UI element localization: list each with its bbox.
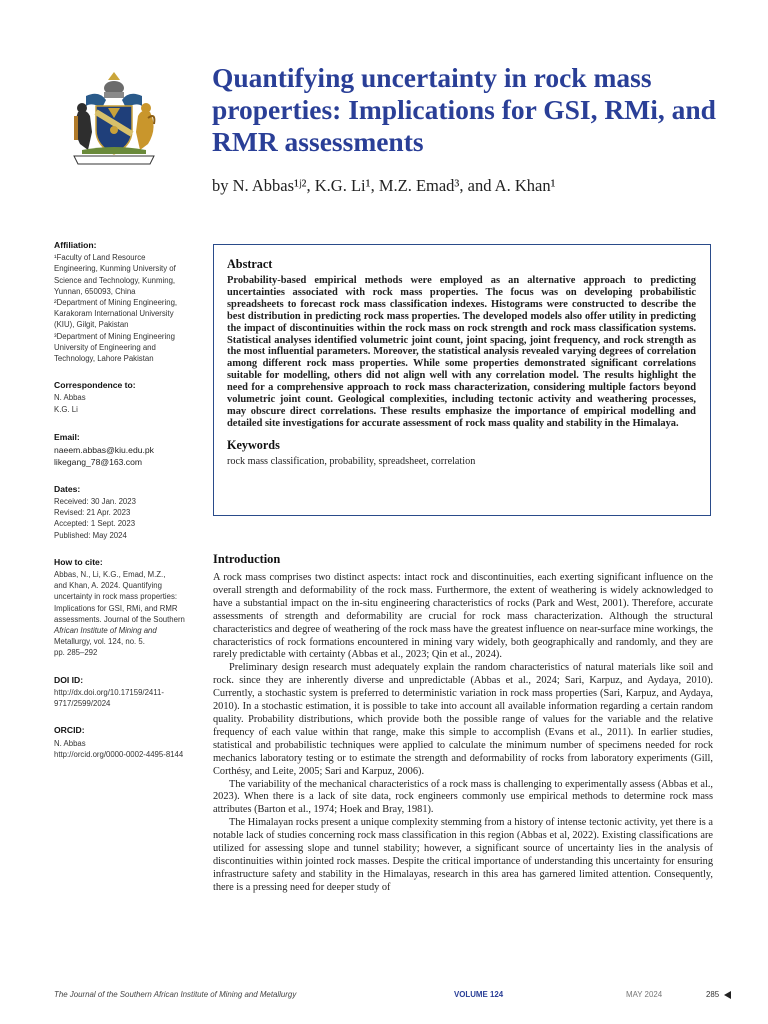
introduction-section [213, 552, 713, 895]
keywords-heading: Keywords [227, 437, 280, 452]
date-line: Received: 30 Jan. 2023 [54, 497, 136, 507]
affiliation-heading: Affiliation: [54, 240, 97, 250]
affiliation-line: ¹Faculty of Land Resource [54, 253, 146, 263]
citation-line: Abbas, N., Li, K.G., Emad, M.Z., [54, 570, 166, 580]
footer-date: MAY 2024 [626, 990, 663, 999]
date-line: Published: May 2024 [54, 530, 127, 540]
abstract-text: Probability-based empirical methods were employed as an alternative approach to predicting uncertainties associated with rock mass properties. The focus was on developing probabilistic spreadsheets to forecast rock mass classification indexes. Histograms were constructed to describe the best distribution in predicting rock mass properties. The developed models also offer utility in predicting the impact of discontinuities within the rock mass on rock strength and rock mass classification systems. Statistical analyses identified volumetric joint count, joint spacing, joint frequency, and rock strength as the most influential parameters. Moreover, the statistical analysis revealed varying degrees of correlation among different rock mass properties. While some properties demonstrated significant correlations suitable for modelling, others did not align well with any correlation model. The results highlight the need for a comprehensive approach to rock mass characterization, considering multiple factors beyond volumetric joint count. Geological complexities, including tectonic activity and weathering processes, may obscure direct correlations. These results emphasize the importance of empirical modelling and detailed site investigations for accurate assessment of rock mass quality and stability in the Himalaya. [227, 275, 696, 429]
affiliation-line: Science and Technology, Kunming, [54, 275, 176, 285]
article-title: Quantifying uncertainty in rock mass properties: Implications for GSI, RMi, and RMR assessments [212, 62, 716, 157]
page-footer [54, 990, 738, 1002]
correspondence-name: K.G. Li [54, 404, 78, 414]
citation-line: and Khan, A. 2024. Quantifying [54, 581, 162, 591]
affiliation-block [54, 240, 194, 364]
article-sidebar [54, 240, 194, 776]
abstract-box [213, 244, 711, 516]
citation-heading: How to cite: [54, 556, 103, 567]
affiliation-line: ²Department of Mining Engineering, [54, 298, 178, 308]
correspondence-name: N. Abbas [54, 393, 86, 403]
orcid-block [54, 725, 194, 760]
date-line: Revised: 21 Apr. 2023 [54, 508, 131, 518]
affiliation-line: Karakoram International University [54, 309, 174, 319]
abstract-heading: Abstract [227, 257, 273, 271]
affiliation-line: Technology, Lahore Pakistan [54, 354, 154, 364]
doi-heading: DOI ID: [54, 674, 84, 685]
citation-line: assessments. Journal of the Southern [54, 614, 185, 624]
dates-block [54, 484, 194, 541]
email-link[interactable]: likegang_78@163.com [54, 456, 143, 467]
footer-volume: VOLUME 124 [454, 990, 504, 999]
orcid-heading: ORCID: [54, 725, 85, 736]
page-number: 285 [706, 990, 720, 999]
body-paragraph: The variability of the mechanical characteristics of a rock mass is challenging to experimentally assess (Abbas et al., 2023). When there is a lack of site data, rock engineers commonly use empirical methods to determine rock mass attributes (Barton et al., 1974; Hoek and Bray, 1981). [213, 778, 713, 816]
email-block [54, 431, 194, 468]
body-paragraph: Preliminary design research must adequately explain the random characteristics of natural materials like soil and rock. since they are inherently diverse and unpredictable (Abbas et al., 2024; Sari, Karpuz, and Aydaya, 2010). Currently, a stochastic system is preferred to deterministic variation in rock mass properties (Sari, Karpuz, and Aydaya, 2010). In a stochastic estimation, it is possible to take into account all available information regarding a certain random quality. Probability distributions, which provide both the possible range of values for the variable and the relative frequency of each value within that range, make this simple to accomplish (Evans et al., 2011). In earlier studies, statistical and probabilistic techniques were applied to calculate the minimum number of specimens needed for rock mechanics laboratory testing or to estimate the strength and deformability of rocks from laboratory experiments (Gill, Corthésy, and Leite, 2005; Sari and Karpuz, 2006). [213, 662, 713, 777]
keywords-text: rock mass classification, probability, spreadsheet, correlation [227, 455, 476, 467]
date-line: Accepted: 1 Sept. 2023 [54, 519, 136, 529]
body-paragraph: The Himalayan rocks present a unique complexity stemming from a history of intense tectonic activity, yet there is a notable lack of studies concerning rock mass classification in this region (Abbas et al, 2022). Existing classifications are utilized for assessing slope and tunnel stability; however, a significant source of uncertainty lies in the analysis of discontinuities within jointed rock masses. Despite the critical importance of understanding this uncertainty for ensuring infrastructure safety and stability in the Himalayas, research in this area has garnered limited attention. Consequently, there is a pressing need for deeper study of [213, 817, 713, 893]
dates-heading: Dates: [54, 483, 81, 494]
correspondence-block [54, 380, 194, 415]
email-link[interactable]: naeem.abbas@kiu.edu.pk [54, 444, 154, 455]
affiliation-line: Engineering, Kunming University of [54, 264, 176, 274]
affiliation-line: ³Department of Mining Engineering [54, 331, 175, 341]
citation-block [54, 557, 194, 659]
introduction-heading: Introduction [213, 552, 281, 566]
citation-line: Metallurgy, vol. 124, no. 5. [54, 637, 145, 647]
institute-crest-logo [64, 72, 164, 168]
author-line: by N. Abbas¹ʲ², K.G. Li¹, M.Z. Emad³, and A. Khan¹ [212, 176, 556, 195]
affiliation-line: Yunnan, 650093, China [54, 286, 136, 296]
doi-block [54, 675, 194, 710]
orcid-link[interactable]: http://orcid.org/0000-0002-4495-8144 [54, 749, 184, 759]
citation-line: Implications for GSI, RMi, and RMR [54, 603, 178, 613]
page-arrow-icon [724, 991, 731, 999]
footer-journal-name: The Journal of the Southern African Institute of Mining and Metallurgy [54, 990, 297, 999]
affiliation-line: University of Engineering and [54, 342, 156, 352]
affiliation-line: (KIU), Gilgit, Pakistan [54, 320, 129, 330]
doi-link[interactable]: 9717/2599/2024 [54, 699, 111, 709]
body-paragraph: A rock mass comprises two distinct aspects: intact rock and discontinuities, each exerting significant influence on the overall strength and deformability of the rock mass. Furthermore, the extent of weathering is widely acknowledged to have a substantial impact on the in-situ engineering characteristics of rocks (Park and West, 2001). Therefore, accurate assessments of strength and deformability are crucial for rock mass characterization. Although the structural characteristics and degree of weathering of the rock mass have the greatest influence on near-surface mine workings, the characteristics of rock formations encountered in mining vary widely, both geographically and randomly, and they are rarely predictable with certainty (Abbas et al., 2023; Qin et al., 2024). [213, 572, 713, 661]
citation-line: pp. 285–292 [54, 648, 98, 658]
doi-link[interactable]: http://dx.doi.org/10.17159/2411- [54, 687, 164, 697]
email-heading: Email: [54, 431, 80, 442]
correspondence-heading: Correspondence to: [54, 380, 136, 391]
citation-line: uncertainty in rock mass properties: [54, 592, 178, 602]
citation-line: African Institute of Mining and [54, 626, 157, 636]
orcid-name: N. Abbas [54, 738, 86, 748]
